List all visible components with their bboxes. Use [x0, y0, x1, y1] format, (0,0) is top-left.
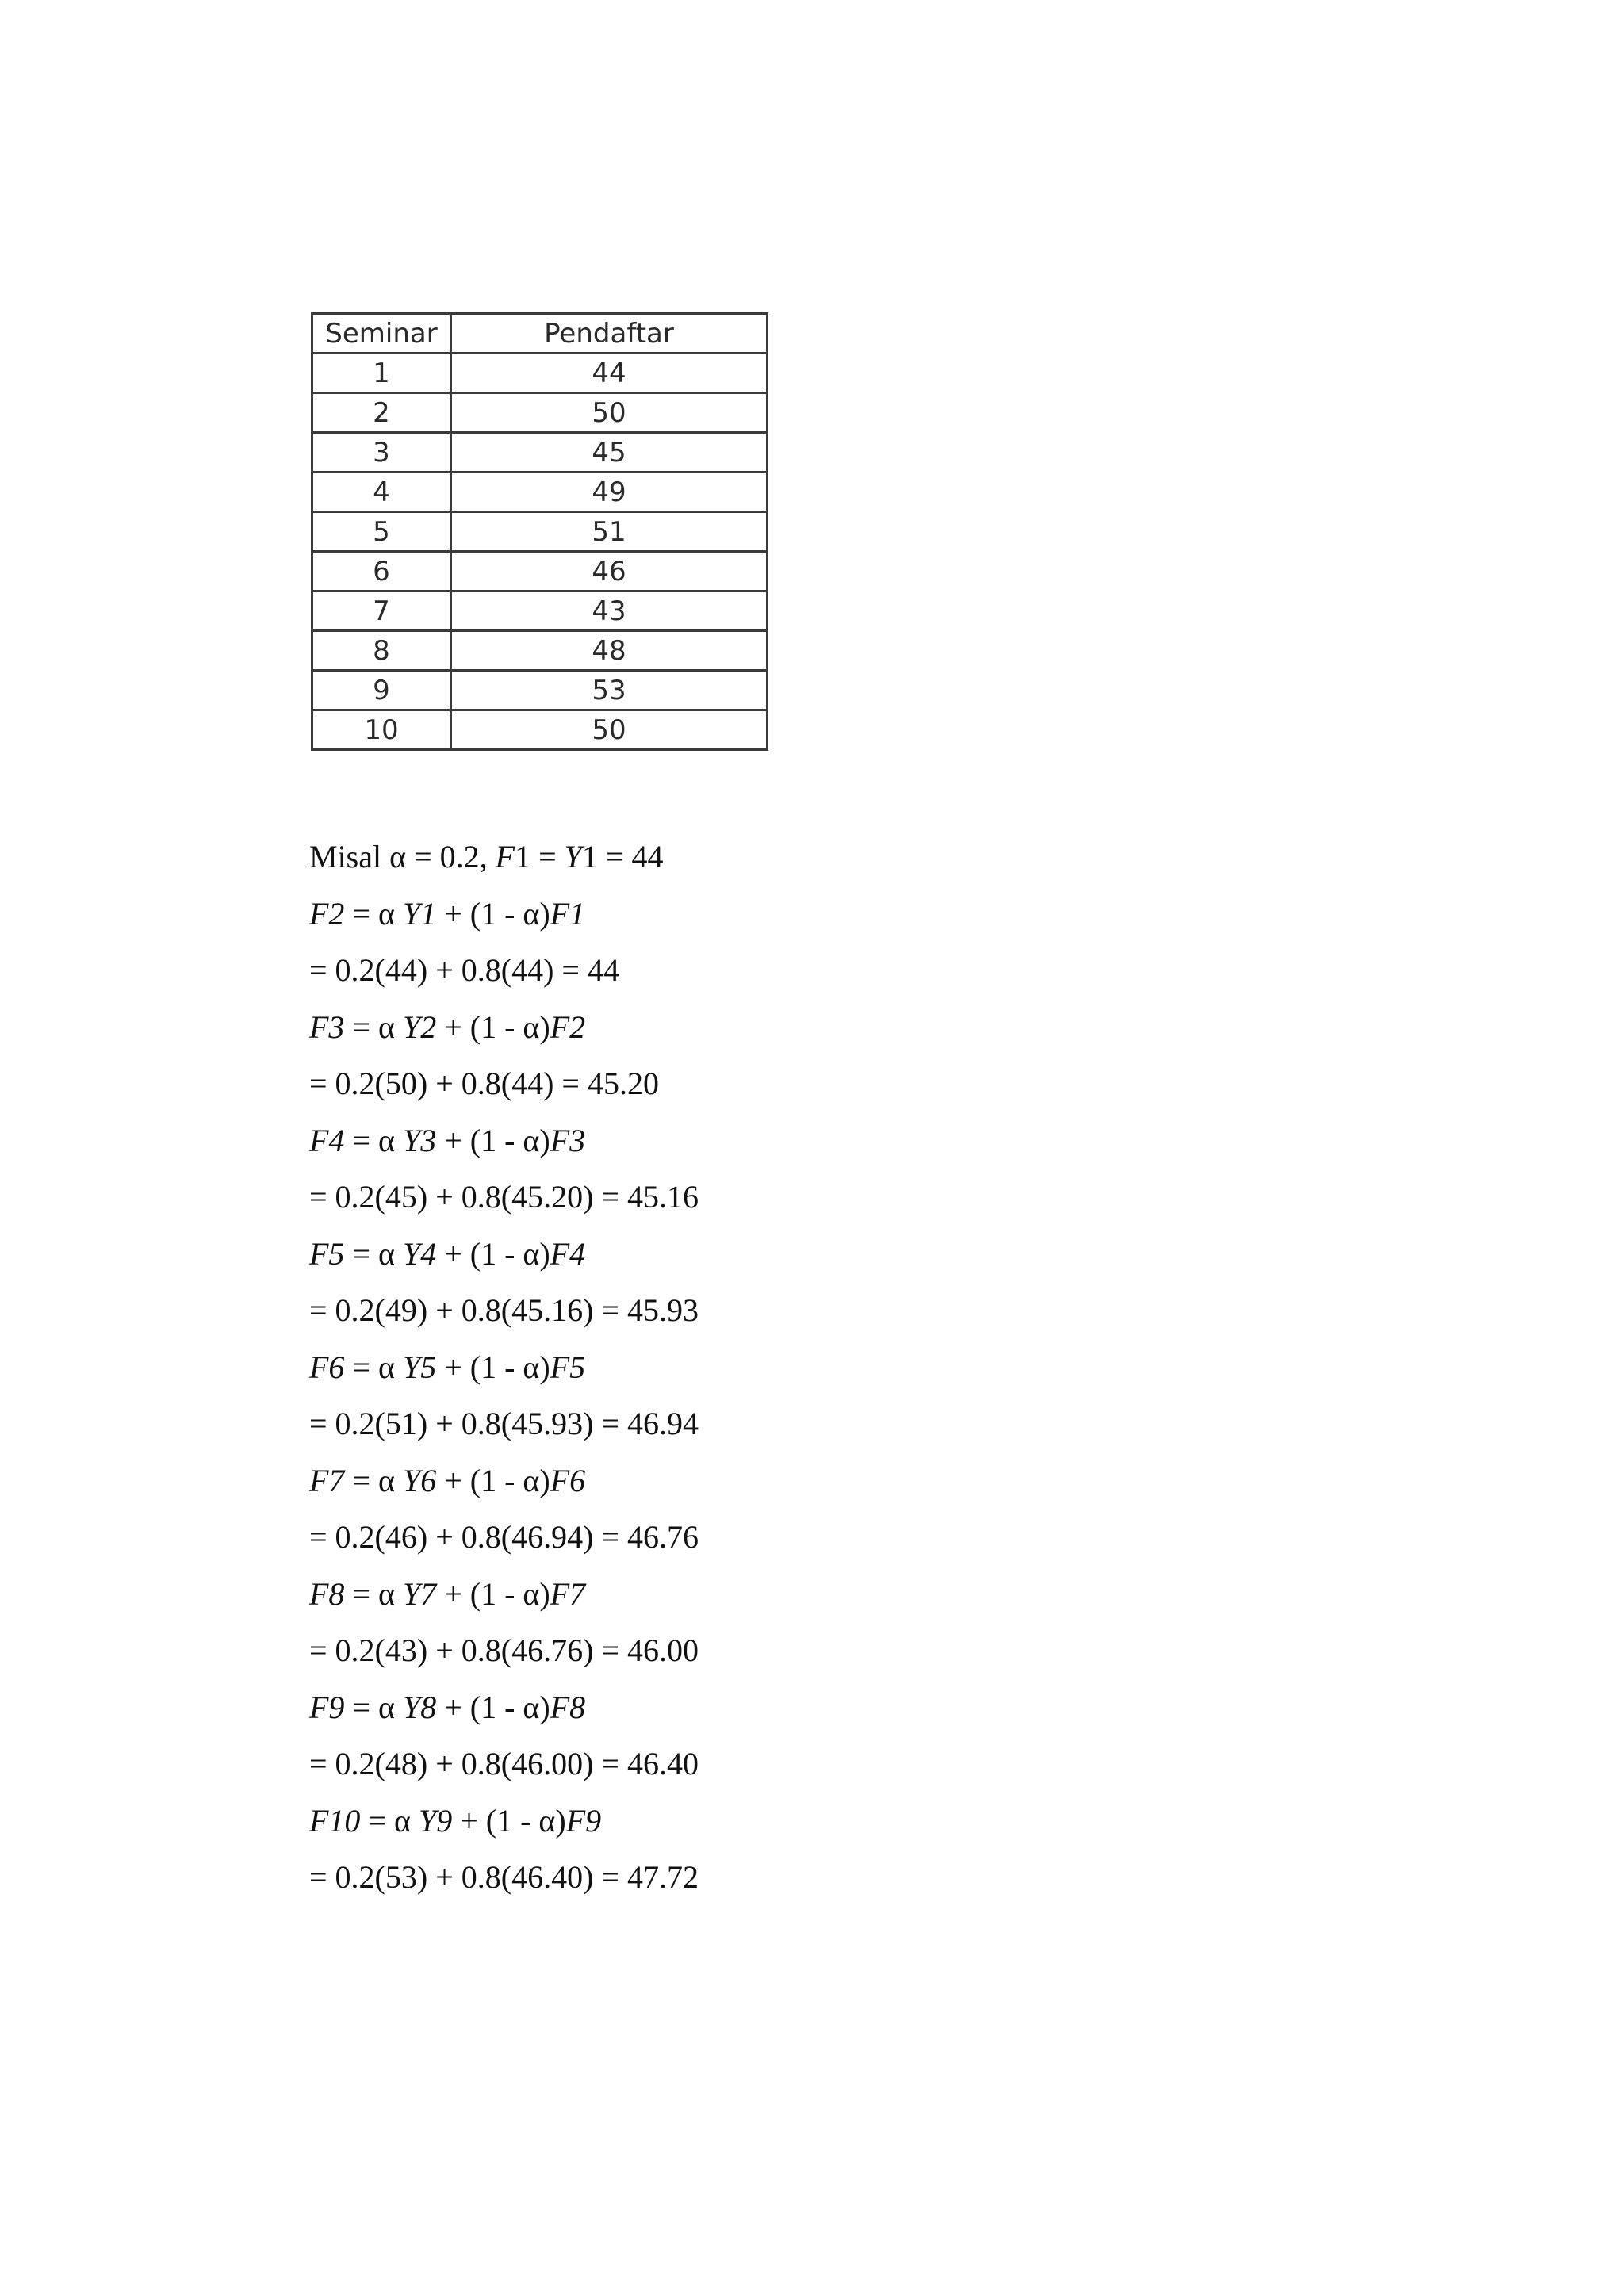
- alpha-symbol: α: [378, 1462, 395, 1498]
- pendaftar-cell: 45: [451, 433, 768, 473]
- forecast-term: F2: [309, 895, 345, 932]
- one-minus-alpha: + (1 - α): [444, 1235, 550, 1272]
- table-row: [312, 473, 768, 512]
- one-minus-alpha: + (1 - α): [444, 1349, 550, 1385]
- seminar-cell: 4: [312, 473, 451, 512]
- seminar-cell: 5: [312, 512, 451, 552]
- pendaftar-cell: 44: [451, 354, 768, 393]
- pendaftar-cell: 50: [451, 710, 768, 750]
- seminar-cell: 7: [312, 591, 451, 631]
- actual-term: Y4: [402, 1235, 437, 1272]
- previous-forecast-term: F5: [550, 1349, 586, 1385]
- actual-term: Y2: [402, 1008, 437, 1045]
- alpha-symbol: α: [378, 1575, 395, 1612]
- previous-forecast-term: F7: [550, 1575, 586, 1612]
- actual-term: Y8: [402, 1689, 437, 1725]
- alpha-symbol: α: [378, 1122, 395, 1158]
- calculation-line: = 0.2(45) + 0.8(45.20) = 45.16: [309, 1179, 699, 1215]
- actual-term: Y5: [402, 1349, 437, 1385]
- formula-line: [309, 1793, 699, 1850]
- equals-sign: =: [352, 1689, 370, 1725]
- actual-term: Y9: [418, 1802, 453, 1839]
- alpha-symbol: α: [378, 1349, 395, 1385]
- table-row: [312, 393, 768, 433]
- seminar-cell: 1: [312, 354, 451, 393]
- forecast-term: F7: [309, 1462, 345, 1498]
- table-row: [312, 710, 768, 750]
- one-minus-alpha: + (1 - α): [444, 1575, 550, 1612]
- seminar-cell: 8: [312, 631, 451, 671]
- table-row: [312, 354, 768, 393]
- calculation-line: = 0.2(53) + 0.8(46.40) = 47.72: [309, 1859, 699, 1895]
- forecast-term: F4: [309, 1122, 345, 1158]
- equals-sign: =: [352, 1349, 370, 1385]
- y-index: 1: [581, 839, 598, 874]
- f-index: 1: [515, 839, 531, 874]
- one-minus-alpha: + (1 - α): [444, 1122, 550, 1158]
- formula-line: [309, 999, 699, 1056]
- seminar-cell: 10: [312, 710, 451, 750]
- alpha-symbol: α: [389, 839, 407, 874]
- one-minus-alpha: + (1 - α): [444, 1008, 550, 1045]
- previous-forecast-term: F9: [565, 1802, 602, 1839]
- actual-term: Y1: [402, 895, 437, 932]
- one-minus-alpha: + (1 - α): [460, 1802, 566, 1839]
- intro-line: [309, 828, 699, 886]
- table-row: [312, 671, 768, 710]
- equals-sign: =: [352, 1122, 370, 1158]
- equals-sign: =: [368, 1802, 386, 1839]
- formula-line: [309, 886, 699, 943]
- formula-line: [309, 1226, 699, 1283]
- header-pendaftar: Pendaftar: [451, 314, 768, 354]
- actual-term: Y7: [402, 1575, 437, 1612]
- alpha-symbol: α: [378, 1689, 395, 1725]
- seminar-registration-table: [311, 312, 768, 751]
- table-header-row: [312, 314, 768, 354]
- calculation-line: = 0.2(43) + 0.8(46.76) = 46.00: [309, 1632, 699, 1668]
- one-minus-alpha: + (1 - α): [444, 1462, 550, 1498]
- seminar-cell: 9: [312, 671, 451, 710]
- alpha-symbol: α: [378, 1235, 395, 1272]
- equals-sign: =: [352, 1462, 370, 1498]
- pendaftar-cell: 49: [451, 473, 768, 512]
- initial-value: = 44: [605, 839, 664, 874]
- formula-line: [309, 1566, 699, 1623]
- table-row: [312, 433, 768, 473]
- pendaftar-cell: 43: [451, 591, 768, 631]
- alpha-symbol: α: [378, 1008, 395, 1045]
- alpha-value: = 0.2,: [414, 839, 488, 874]
- intro-prefix: Misal: [309, 839, 382, 874]
- formula-line: [309, 1112, 699, 1169]
- previous-forecast-term: F2: [550, 1008, 586, 1045]
- alpha-symbol: α: [378, 895, 395, 932]
- previous-forecast-term: F4: [550, 1235, 586, 1272]
- equals-sign: =: [352, 895, 370, 932]
- forecast-term: F5: [309, 1235, 345, 1272]
- y-variable: Y: [564, 839, 582, 874]
- calculation-line: = 0.2(51) + 0.8(45.93) = 46.94: [309, 1406, 699, 1441]
- pendaftar-cell: 51: [451, 512, 768, 552]
- equals-sign: =: [352, 1008, 370, 1045]
- forecast-term: F3: [309, 1008, 345, 1045]
- f-variable: F: [495, 839, 515, 874]
- forecast-term: F9: [309, 1689, 345, 1725]
- formula-line: [309, 1339, 699, 1396]
- calculation-line: = 0.2(46) + 0.8(46.94) = 46.76: [309, 1519, 699, 1555]
- table-row: [312, 591, 768, 631]
- previous-forecast-term: F3: [550, 1122, 586, 1158]
- equals-sign: =: [352, 1575, 370, 1612]
- pendaftar-cell: 53: [451, 671, 768, 710]
- forecast-term: F10: [309, 1802, 361, 1839]
- equals-sign: =: [538, 839, 557, 874]
- calculation-line: = 0.2(44) + 0.8(44) = 44: [309, 952, 619, 988]
- equals-sign: =: [352, 1235, 370, 1272]
- header-seminar: Seminar: [312, 314, 451, 354]
- alpha-symbol: α: [394, 1802, 411, 1839]
- actual-term: Y3: [402, 1122, 437, 1158]
- seminar-cell: 3: [312, 433, 451, 473]
- forecast-term: F6: [309, 1349, 345, 1385]
- formula-line: [309, 1452, 699, 1510]
- formula-line: [309, 1679, 699, 1736]
- table-row: [312, 512, 768, 552]
- calculation-line: = 0.2(48) + 0.8(46.00) = 46.40: [309, 1746, 699, 1781]
- forecast-term: F8: [309, 1575, 345, 1612]
- table-row: [312, 631, 768, 671]
- smoothing-calculation: [309, 828, 699, 1906]
- one-minus-alpha: + (1 - α): [444, 895, 550, 932]
- one-minus-alpha: + (1 - α): [444, 1689, 550, 1725]
- table-row: [312, 552, 768, 591]
- pendaftar-cell: 46: [451, 552, 768, 591]
- actual-term: Y6: [402, 1462, 437, 1498]
- calculation-line: = 0.2(50) + 0.8(44) = 45.20: [309, 1066, 659, 1101]
- previous-forecast-term: F6: [550, 1462, 586, 1498]
- previous-forecast-term: F8: [550, 1689, 586, 1725]
- seminar-cell: 2: [312, 393, 451, 433]
- pendaftar-cell: 48: [451, 631, 768, 671]
- calculation-line: = 0.2(49) + 0.8(45.16) = 45.93: [309, 1292, 699, 1328]
- seminar-cell: 6: [312, 552, 451, 591]
- pendaftar-cell: 50: [451, 393, 768, 433]
- previous-forecast-term: F1: [550, 895, 586, 932]
